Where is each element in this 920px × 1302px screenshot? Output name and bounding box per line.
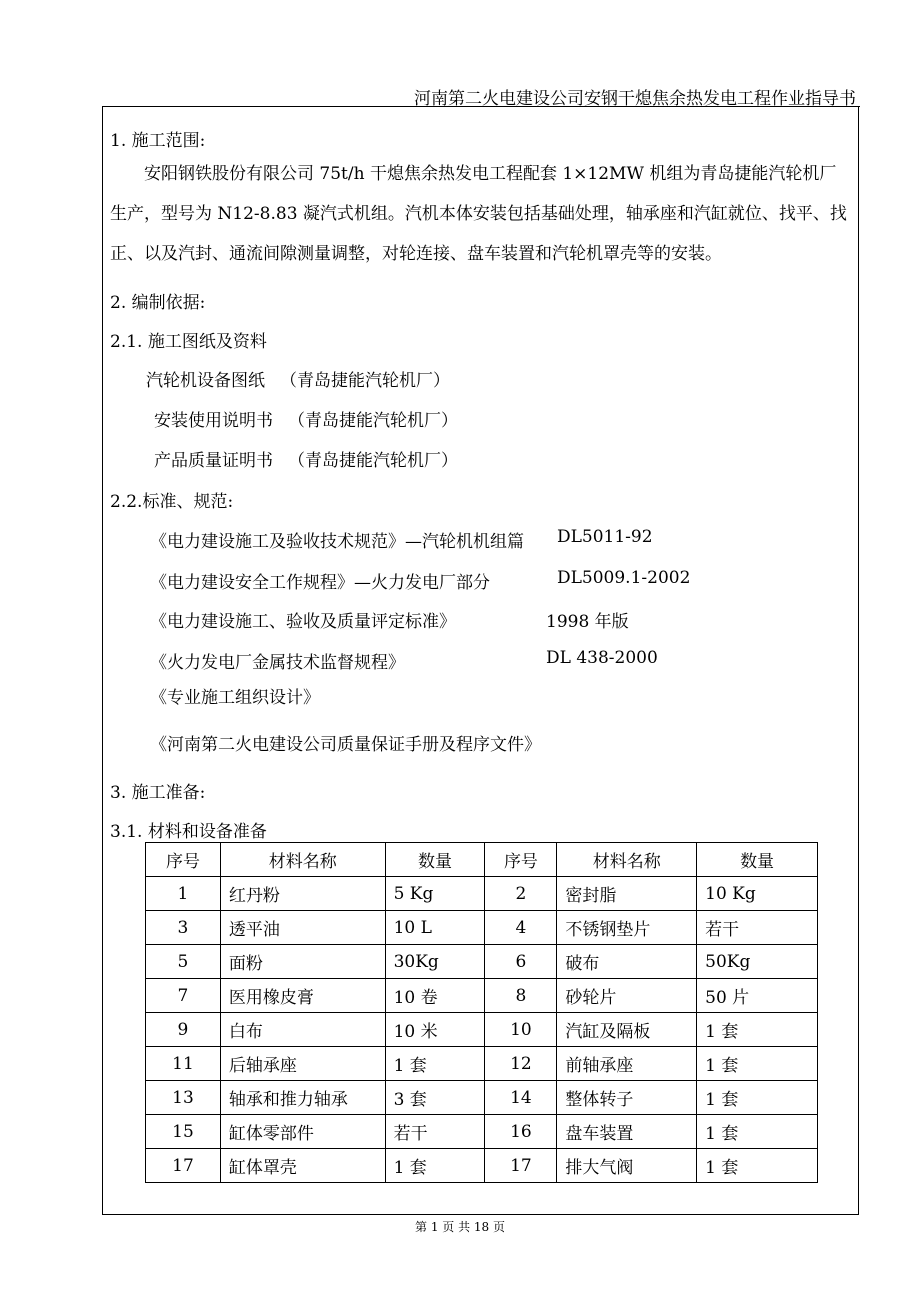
table-cell: 4 — [485, 911, 557, 945]
table-cell: 汽缸及隔板 — [557, 1013, 697, 1047]
standard-name: 《电力建设安全工作规程》—火力发电厂部分 — [150, 573, 490, 593]
table-cell: 14 — [485, 1081, 557, 1115]
table-cell: 1 — [146, 877, 221, 911]
table-cell: 6 — [485, 945, 557, 979]
table-cell: 3 套 — [385, 1081, 485, 1115]
doc-name: 产品质量证明书 — [154, 451, 273, 471]
table-cell: 50 片 — [697, 979, 818, 1013]
section-2-2-heading: 2.2.标准、规范: — [110, 492, 234, 512]
table-cell: 5 Kg — [385, 877, 485, 911]
table-cell: 白布 — [220, 1013, 385, 1047]
table-cell: 红丹粉 — [220, 877, 385, 911]
standard-name: 《电力建设施工及验收技术规范》—汽轮机机组篇 — [150, 532, 524, 552]
table-cell: 5 — [146, 945, 221, 979]
standard-code: DL5009.1-2002 — [557, 568, 691, 588]
doc-source: （青岛捷能汽轮机厂） — [288, 451, 458, 471]
table-cell: 1 套 — [697, 1115, 818, 1149]
table-cell: 11 — [146, 1047, 221, 1081]
table-cell: 医用橡皮膏 — [220, 979, 385, 1013]
section-1-heading: 1. 施工范围: — [110, 131, 206, 151]
doc-source: （青岛捷能汽轮机厂） — [288, 411, 458, 431]
standard-name: 《电力建设施工、验收及质量评定标准》 — [150, 612, 456, 632]
table-row — [146, 911, 818, 945]
column-header: 数量 — [697, 843, 818, 877]
table-cell: 12 — [485, 1047, 557, 1081]
table-cell: 1 套 — [697, 1047, 818, 1081]
table-cell: 后轴承座 — [220, 1047, 385, 1081]
table-row — [146, 1081, 818, 1115]
table-cell: 7 — [146, 979, 221, 1013]
section-1-paragraph: 安阳钢铁股份有限公司 75t/h 干熄焦余热发电工程配套 1×12MW 机组为青岛捷能汽轮机厂生产，型号为 N12-8.83 凝汽式机组。汽机本体安装包括基础处理，轴承座和汽缸就位、找平、找正、以及汽封、通流间隙测量调整，对轮连接、盘车装置和汽轮机罩壳等的安装。 — [110, 164, 847, 264]
section-2-heading: 2. 编制依据: — [110, 293, 206, 313]
page-footer: 第 1 页 共 18 页 — [415, 1220, 505, 1234]
table-cell: 轴承和推力轴承 — [220, 1081, 385, 1115]
column-header: 材料名称 — [557, 843, 697, 877]
table-row — [146, 979, 818, 1013]
table-row — [146, 877, 818, 911]
table-cell: 10 L — [385, 911, 485, 945]
table-row — [146, 1013, 818, 1047]
table-cell: 不锈钢垫片 — [557, 911, 697, 945]
standard-code: 1998 年版 — [546, 612, 629, 632]
section-3-heading: 3. 施工准备: — [110, 783, 206, 803]
table-cell: 10 米 — [385, 1013, 485, 1047]
document-header: 河南第二火电建设公司安钢干熄焦余热发电工程作业指导书 — [414, 89, 856, 109]
table-cell: 砂轮片 — [557, 979, 697, 1013]
table-cell: 9 — [146, 1013, 221, 1047]
table-cell: 10 卷 — [385, 979, 485, 1013]
standard-code: DL5011-92 — [557, 527, 653, 547]
standard-code: DL 438-2000 — [546, 648, 658, 668]
table-cell: 缸体零部件 — [220, 1115, 385, 1149]
standard-name: 《河南第二火电建设公司质量保证手册及程序文件》 — [150, 735, 541, 755]
table-cell: 若干 — [385, 1115, 485, 1149]
standard-name: 《专业施工组织设计》 — [150, 688, 320, 708]
table-cell: 1 套 — [385, 1047, 485, 1081]
column-header: 序号 — [485, 843, 557, 877]
table-cell: 17 — [485, 1149, 557, 1183]
table-cell: 面粉 — [220, 945, 385, 979]
table-cell: 1 套 — [697, 1081, 818, 1115]
table-cell: 1 套 — [385, 1149, 485, 1183]
table-cell: 15 — [146, 1115, 221, 1149]
table-cell: 缸体罩壳 — [220, 1149, 385, 1183]
table-row — [146, 1047, 818, 1081]
table-row — [146, 945, 818, 979]
table-row — [146, 1115, 818, 1149]
standard-name: 《火力发电厂金属技术监督规程》 — [150, 653, 405, 673]
doc-name: 汽轮机设备图纸 — [146, 371, 265, 391]
table-cell: 10 Kg — [697, 877, 818, 911]
table-cell: 1 套 — [697, 1149, 818, 1183]
section-2-1-heading: 2.1. 施工图纸及资料 — [110, 332, 267, 352]
table-cell: 30Kg — [385, 945, 485, 979]
table-cell: 3 — [146, 911, 221, 945]
table-cell: 若干 — [697, 911, 818, 945]
table-header-row — [146, 843, 818, 877]
column-header: 序号 — [146, 843, 221, 877]
table-cell: 50Kg — [697, 945, 818, 979]
table-cell: 17 — [146, 1149, 221, 1183]
materials-table — [145, 842, 818, 1183]
table-cell: 盘车装置 — [557, 1115, 697, 1149]
table-cell: 13 — [146, 1081, 221, 1115]
table-cell: 2 — [485, 877, 557, 911]
column-header: 数量 — [385, 843, 485, 877]
doc-name: 安装使用说明书 — [154, 411, 273, 431]
table-cell: 密封脂 — [557, 877, 697, 911]
table-cell: 透平油 — [220, 911, 385, 945]
table-cell: 1 套 — [697, 1013, 818, 1047]
table-row — [146, 1149, 818, 1183]
table-cell: 16 — [485, 1115, 557, 1149]
column-header: 材料名称 — [220, 843, 385, 877]
table-cell: 8 — [485, 979, 557, 1013]
section-3-1-heading: 3.1. 材料和设备准备 — [110, 822, 267, 842]
doc-source: （青岛捷能汽轮机厂） — [280, 371, 450, 391]
table-cell: 排大气阀 — [557, 1149, 697, 1183]
table-cell: 前轴承座 — [557, 1047, 697, 1081]
table-cell: 10 — [485, 1013, 557, 1047]
table-cell: 整体转子 — [557, 1081, 697, 1115]
table-cell: 破布 — [557, 945, 697, 979]
